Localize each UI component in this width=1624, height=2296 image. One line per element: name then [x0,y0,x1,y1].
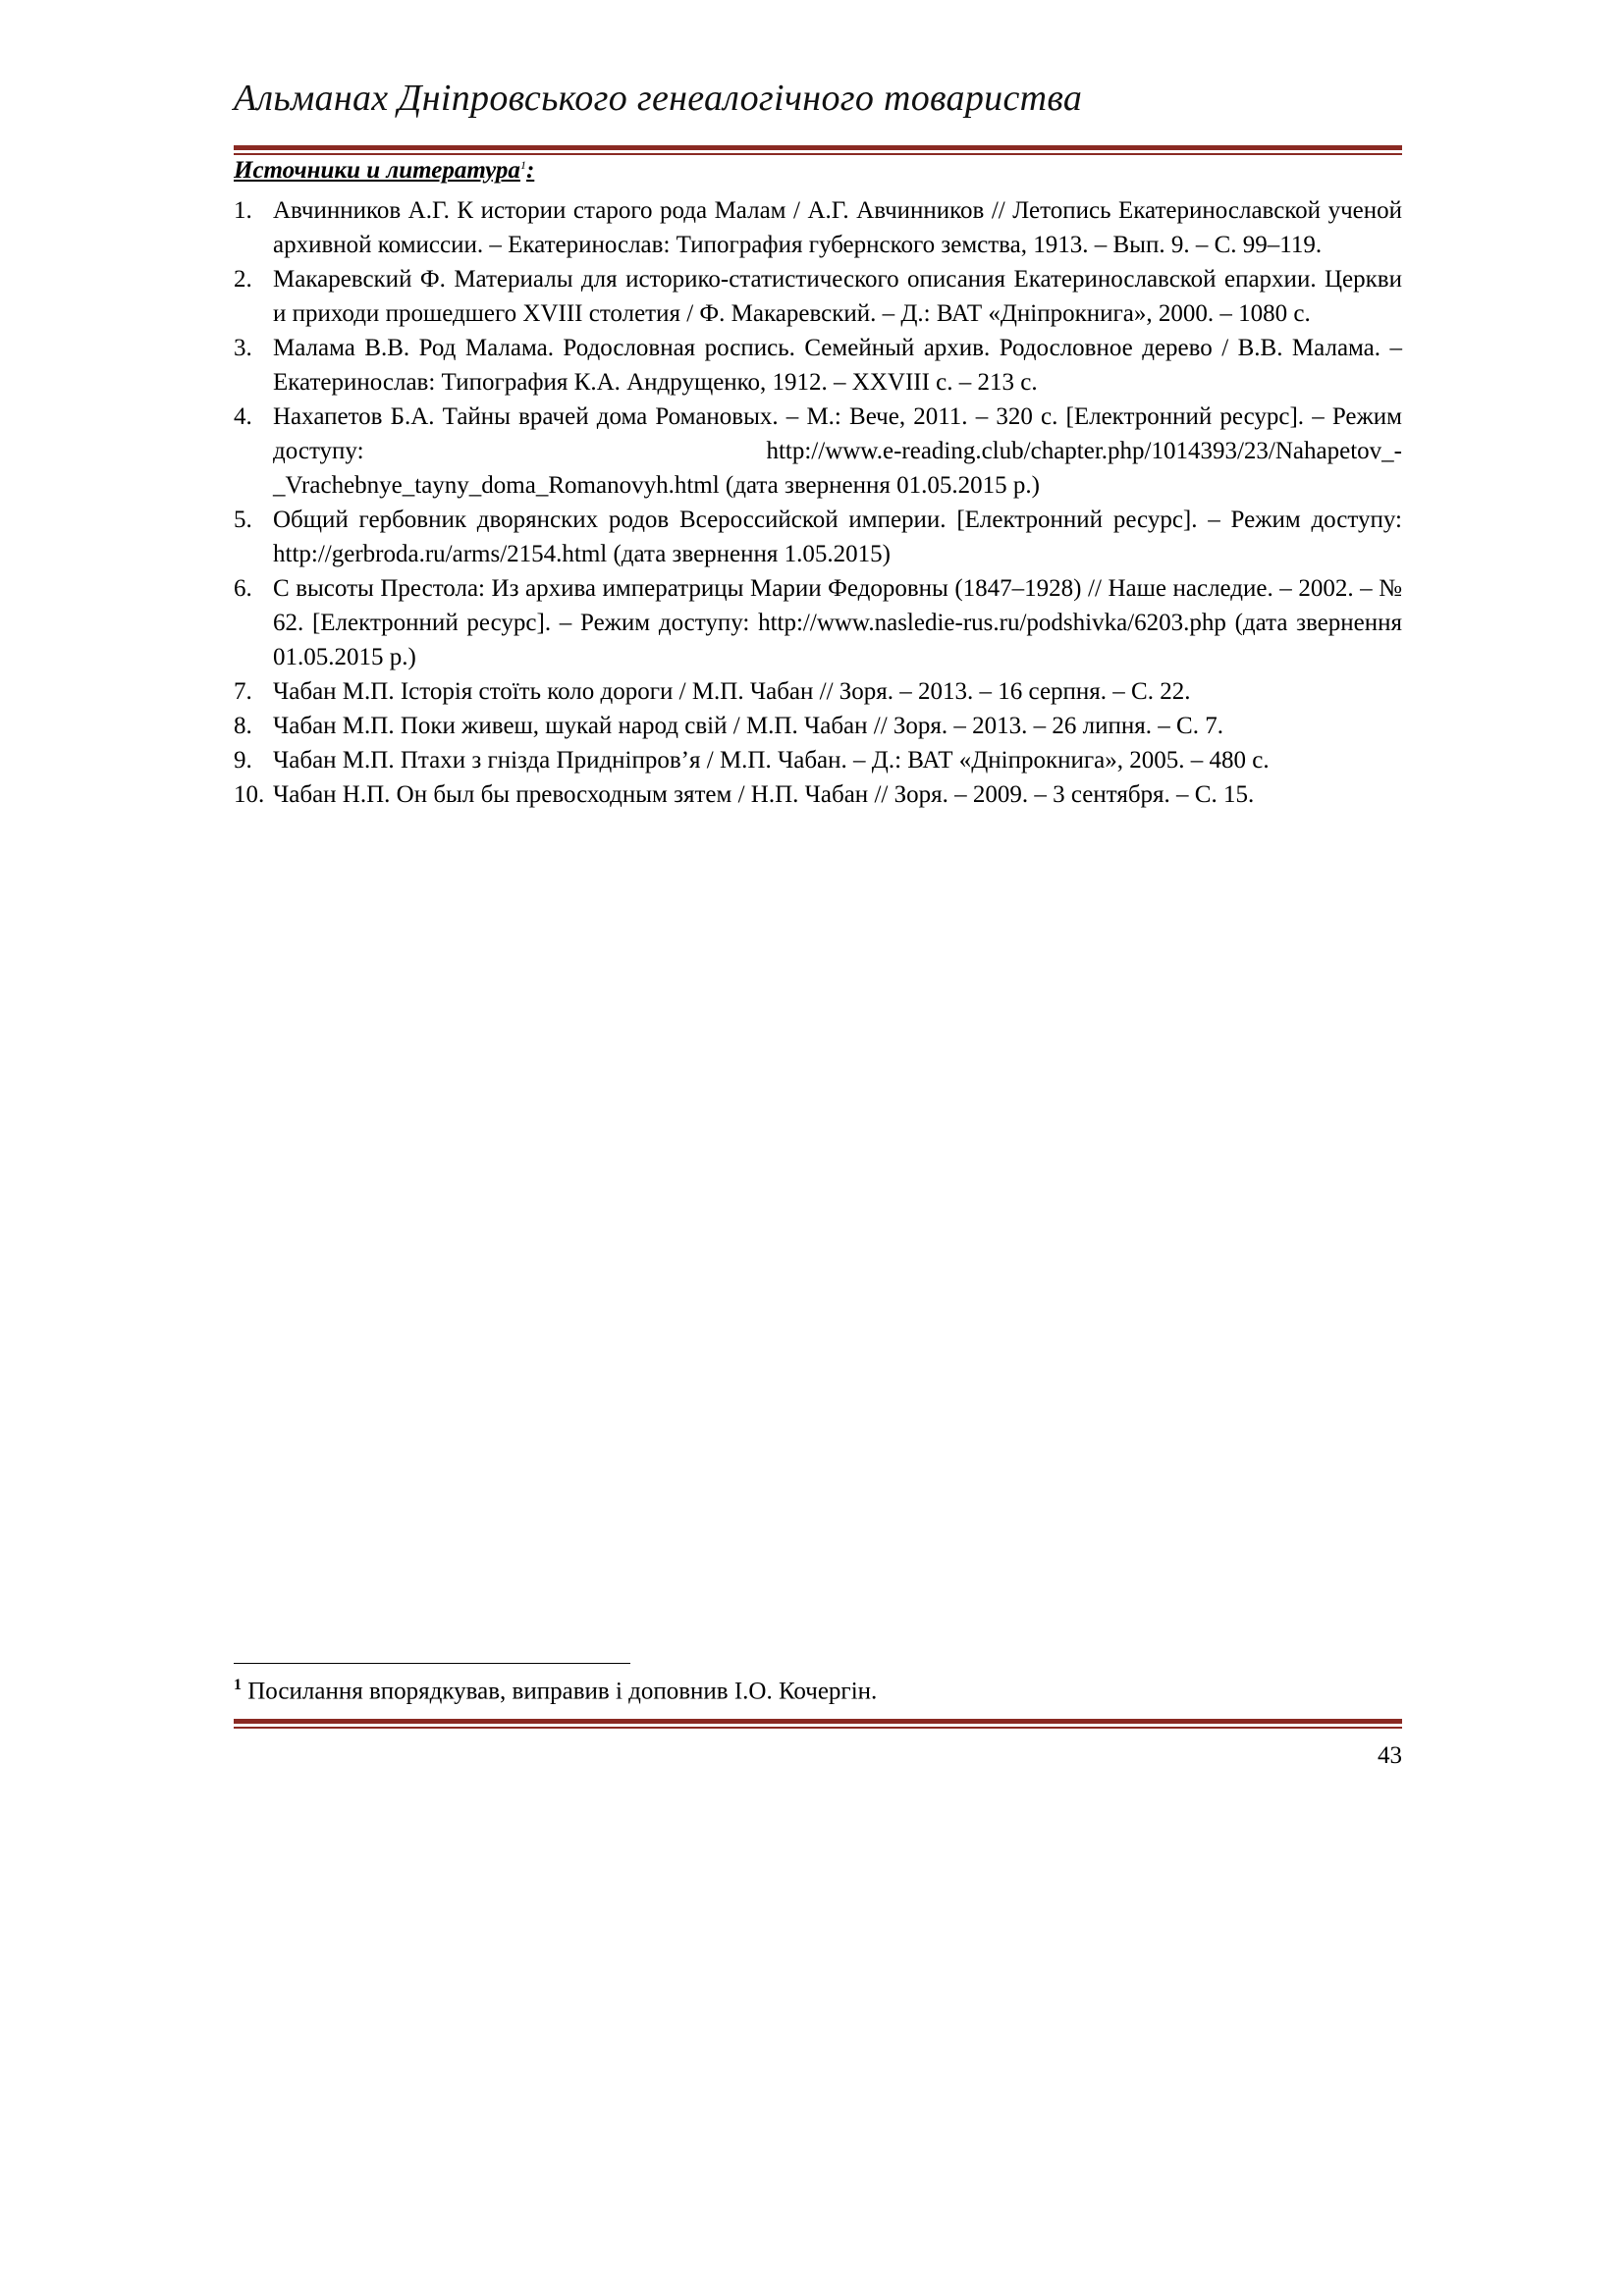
reference-item [234,193,1402,262]
reference-text: Чабан М.П. Історія стоїть коло дороги / М.П. Чабан // Зоря. – 2013. – 16 серпня. – С. 22. [273,678,1191,705]
reference-item [234,400,1402,503]
reference-text: Малама В.В. Род Малама. Родословная роспись. Семейный архив. Родословное дерево / В.В. Малама. – Екатеринослав: Типография К.А. Андрущенко, 1912. – XXVIII с. – 213 с. [273,335,1402,396]
reference-number: 5. [234,507,252,533]
reference-number: 6. [234,575,252,602]
reference-item [234,743,1402,777]
footnote [234,1677,877,1705]
reference-text: Чабан М.П. Поки живеш, шукай народ свій / М.П. Чабан // Зоря. – 2013. – 26 липня. – С. 7. [273,713,1223,739]
reference-text: Авчинников А.Г. К истории старого рода Малам / А.Г. Авчинников // Летопись Екатеринославской ученой архивной комиссии. – Екатеринослав: Типография губернского земства, 1913. – Вып. 9. – С. 99–119. [273,197,1402,258]
footnote-separator [234,1663,630,1664]
page-number: 43 [1378,1742,1402,1769]
reference-text: Чабан Н.П. Он был бы превосходным зятем / Н.П. Чабан // Зоря. – 2009. – 3 сентября. – С. 15. [273,781,1255,808]
reference-item [234,503,1402,571]
reference-item [234,331,1402,400]
footnote-mark: 1 [234,1677,242,1693]
section-heading-text: Источники и литература [234,157,520,184]
heading-colon: : [525,157,535,184]
reference-item [234,777,1402,812]
reference-item [234,709,1402,743]
reference-number: 1. [234,197,252,224]
reference-text: Чабан М.П. Птахи з гнізда Придніпров’я / М.П. Чабан. – Д.: ВАТ «Дніпрокнига», 2005. – 480 с. [273,747,1270,774]
footer-divider [234,1719,1402,1729]
section-heading [234,157,534,185]
reference-number: 4. [234,403,252,430]
reference-number: 8. [234,713,252,739]
reference-text: С высоты Престола: Из архива императрицы Марии Федоровны (1847–1928) // Наше наследие. – 2002. – № 62. [Електронний ресурс]. – Режим доступу: http://www.nasledie-rus.ru/podshivka/6203.php (дата звернення 01.05.2015 р.) [273,575,1402,670]
reference-number: 10. [234,781,265,808]
reference-number: 2. [234,266,252,293]
header-divider [234,145,1402,155]
reference-number: 3. [234,335,252,361]
reference-list [234,193,1402,812]
reference-item [234,571,1402,674]
reference-text: Общий гербовник дворянских родов Всероссийской империи. [Електронний ресурс]. – Режим доступу: http://gerbroda.ru/arms/2154.html (дата звернення 1.05.2015) [273,507,1402,567]
reference-number: 7. [234,678,252,705]
heading-footnote-mark: 1 [519,157,526,172]
running-header-title: Альманах Дніпровського генеалогічного товариства [234,78,1083,119]
footnote-text: Посилання впорядкував, виправив і доповнив І.О. Кочергін. [242,1678,878,1705]
reference-item [234,674,1402,709]
reference-text: Нахапетов Б.А. Тайны врачей дома Романовых. – М.: Вече, 2011. – 320 с. [Електронний ресурс]. – Режим доступу: http://www.e-reading.club/chapter.php/1014393/23/Nahapetov_-_Vrachebnye_tayny_doma_Romanovyh.html (дата звернення 01.05.2015 р.) [273,403,1402,499]
reference-text: Макаревский Ф. Материалы для историко-статистического описания Екатеринославской епархии. Церкви и приходи прошедшего XVIII столетия / Ф. Макаревский. – Д.: ВАТ «Дніпрокнига», 2000. – 1080 с. [273,266,1402,327]
reference-number: 9. [234,747,252,774]
reference-item [234,262,1402,331]
